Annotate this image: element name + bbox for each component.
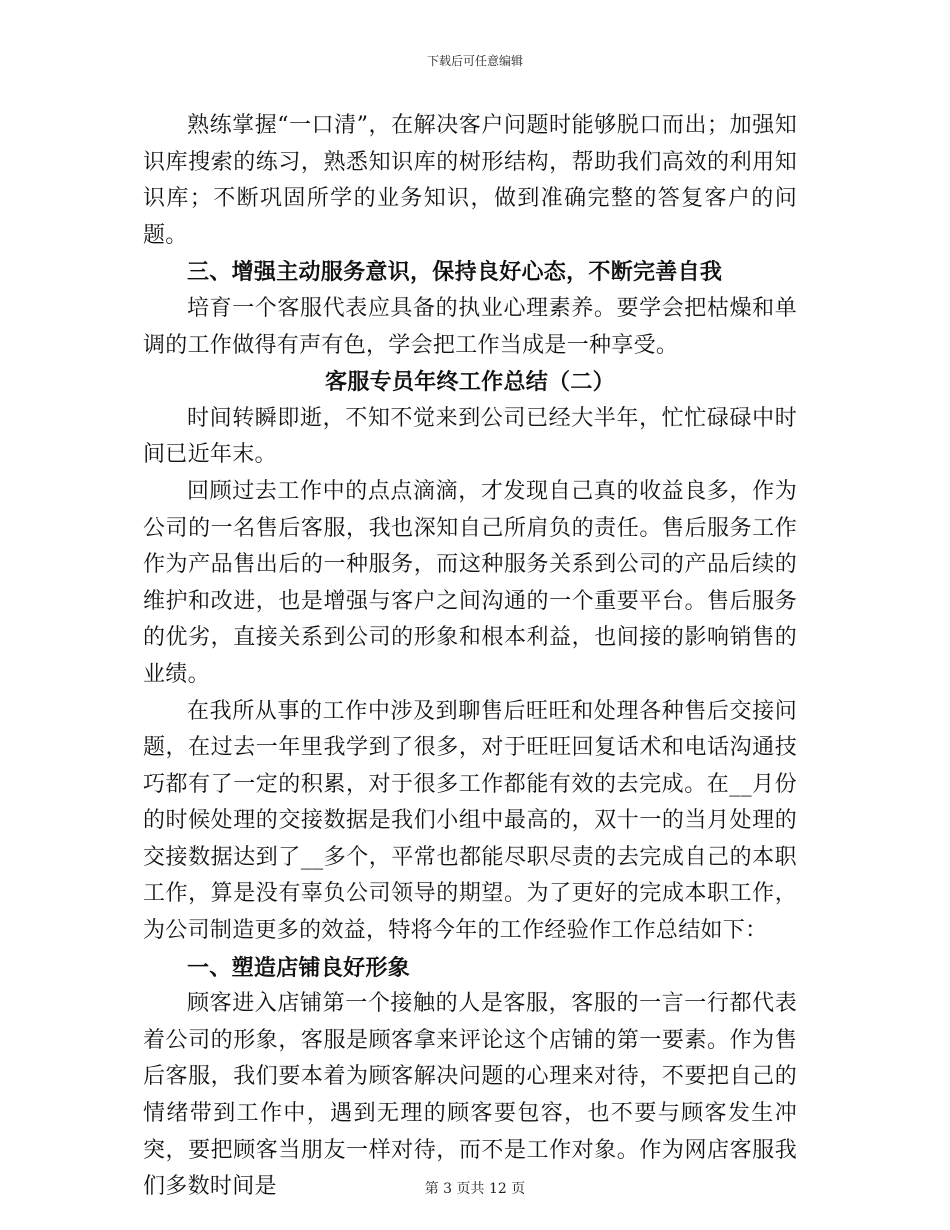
page-footer: 第 3 页共 12 页: [424, 1181, 526, 1197]
document-body: [143, 108, 797, 1206]
section-heading-service-awareness: 三、增强主动服务意识，保持良好心态，不断完善自我: [187, 259, 723, 286]
paragraph-customer-first: 顾客进入店铺第一个接触的人是客服，客服的一言一行都代表着公司的形象，客服是顾客拿来评论这个店铺的第一要素。作为售后客服，我们要本着为顾客解决问题的心理来对待，不要把自己的情绪带到工作中，遇到无理的顾客要包容，也不要与顾客发生冲突，要把顾客当朋友一样对待，而不是工作对象。作为网店客服我们多数时间是: [143, 991, 797, 1200]
paragraph-review: 回顾过去工作中的点点滴滴，才发现自己真的收益良多，作为公司的一名售后客服，我也深知自己所肩负的责任。售后服务工作作为产品售出后的一种服务，而这种服务关系到公司的产品后续的维护和改进，也是增强与客户之间沟通的一个重要平台。售后服务的优劣，直接关系到公司的形象和根本利益，也间接的影响销售的业绩。: [143, 478, 797, 687]
document-title-part-two: 客服专员年终工作总结（二）: [325, 369, 615, 396]
section-heading-store-image: 一、塑造店铺良好形象: [187, 954, 411, 981]
page-header: 下载后可任意编辑: [426, 54, 523, 68]
paragraph-knowledge-base: 熟练掌握“一口清”，在解决客户问题时能够脱口而出；加强知识库搜索的练习，熟悉知识库的树形结构，帮助我们高效的利用知识库；不断巩固所学的业务知识，做到准确完整的答复客户的问题。: [143, 113, 797, 248]
paragraph-time-passes: 时间转瞬即逝，不知不觉来到公司已经大半年，忙忙碌碌中时间已近年末。: [143, 405, 797, 468]
paragraph-work-scope: 在我所从事的工作中涉及到聊售后旺旺和处理各种售后交接问题，在过去一年里我学到了很多，对于旺旺回复话术和电话沟通技巧都有了一定的积累，对于很多工作都能有效的去完成。在__月份的时候处理的交接数据是我们小组中最高的，双十一的当月处理的交接数据达到了__多个，平常也都能尽职尽责的去完成自己的本职工作，算是没有辜负公司领导的期望。为了更好的完成本职工作，为公司制造更多的效益，特将今年的工作经验作工作总结如下：: [143, 698, 797, 944]
paragraph-mindset: 培育一个客服代表应具备的执业心理素养。要学会把枯燥和单调的工作做得有声有色，学会把工作当成是一种享受。: [143, 295, 797, 358]
